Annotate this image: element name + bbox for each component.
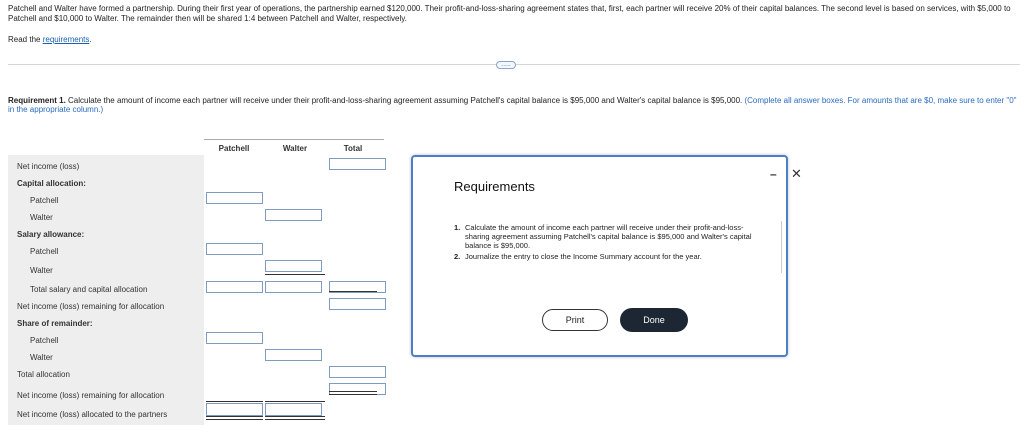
salary-walter-input[interactable] [265,260,322,272]
print-button[interactable]: Print [542,309,608,331]
row-label-salary-walter: Walter [30,266,53,275]
salary-walter-rule [265,274,325,275]
requirement-1-hint: (Complete all answer boxes. For amounts that are $0, make sure to enter "0" in the appropriate column.) [8,96,1017,114]
row-label-capital-patchell: Patchell [30,196,59,205]
total-salary-capital-patchell-input[interactable] [206,281,263,293]
total-salary-capital-rule [329,291,377,292]
row-label-share-of-remainder: Share of remainder: [17,319,93,328]
list-item [454,223,754,250]
row-label-capital-walter: Walter [30,213,53,222]
row-label-allocated-to-partners: Net income (loss) allocated to the partners [17,410,168,419]
row-label-remaining-1: Net income (loss) remaining for allocation [17,302,165,311]
net-income-total-input[interactable] [329,158,386,170]
read-requirements-line [8,35,92,44]
row-label-remainder-walter: Walter [30,353,53,362]
allocated-patchell-double-rule [206,416,263,420]
close-icon[interactable]: ✕ [791,166,802,181]
remainder-walter-input[interactable] [265,349,322,361]
requirement-1-text: Calculate the amount of income each partner will receive under their profit-and-loss-sharing agreement assuming Patchell's capital balance is $95,000 and Walter's capital balance is $95,000. [65,96,743,105]
list-item [454,252,754,261]
problem-statement: Patchell and Walter have formed a partnership. During their first year of operations, the partnership earned $120,000. Their profit-and-loss-sharing agreement states that, first, each partner will receive 20% of their capital balances. The second level is based on services, with $5,000 to Patchell and $10,000 to Walter. The remainder then will be shared 1:4 between Patchell and Walter, respectively. [8,4,1011,23]
row-label-salary-patchell: Patchell [30,247,59,256]
list-scroll-rule [781,221,782,273]
allocated-patchell-input[interactable] [206,403,263,416]
allocated-patchell-top-rule [206,401,263,402]
row-label-net-income: Net income (loss) [17,162,80,171]
item-number: 1. [454,223,461,232]
column-header-walter: Walter [282,144,308,153]
row-label-total-salary-capital: Total salary and capital allocation [30,285,148,294]
minimize-icon[interactable]: – [770,167,777,181]
row-label-total-allocation: Total allocation [17,370,70,379]
total-allocation-total-input[interactable] [329,366,386,378]
remaining-1-total-input[interactable] [329,298,386,310]
total-salary-capital-walter-input[interactable] [265,281,322,293]
item-text: Calculate the amount of income each partner will receive under their profit-and-loss-sharing agreement assuming Patchell's capital balance is $95,000 and Walter's capital balance is $95,000. [465,223,752,250]
done-button[interactable]: Done [620,308,688,332]
read-suffix: . [89,35,92,44]
requirement-1-prompt [8,96,1022,114]
remaining-2-double-rule [329,391,377,395]
requirements-dialog [411,155,802,357]
allocated-walter-input[interactable] [265,403,322,416]
allocated-walter-double-rule [265,416,325,420]
dialog-title: Requirements [454,179,535,194]
allocation-worksheet [8,139,383,425]
item-number: 2. [454,252,461,261]
remainder-patchell-input[interactable] [206,332,263,344]
capital-walter-input[interactable] [265,209,322,221]
read-prefix: Read the [8,35,43,44]
allocated-walter-top-rule [265,401,325,402]
expand-toggle-button[interactable]: ..... [496,61,516,69]
row-label-remaining-2: Net income (loss) remaining for allocation [17,391,165,400]
requirements-list [454,223,754,263]
row-label-salary-allowance: Salary allowance: [17,230,85,239]
column-header-total: Total [343,144,363,153]
capital-patchell-input[interactable] [206,192,263,204]
row-label-remainder-patchell: Patchell [30,336,59,345]
item-text: Journalize the entry to close the Income Summary account for the year. [465,252,702,261]
column-header-patchell: Patchell [218,144,250,153]
requirements-link[interactable]: requirements [42,35,90,44]
row-label-capital-allocation: Capital allocation: [17,179,86,188]
header-rule [204,139,384,140]
requirement-1-label: Requirement 1. [8,96,66,105]
salary-patchell-input[interactable] [206,243,263,255]
